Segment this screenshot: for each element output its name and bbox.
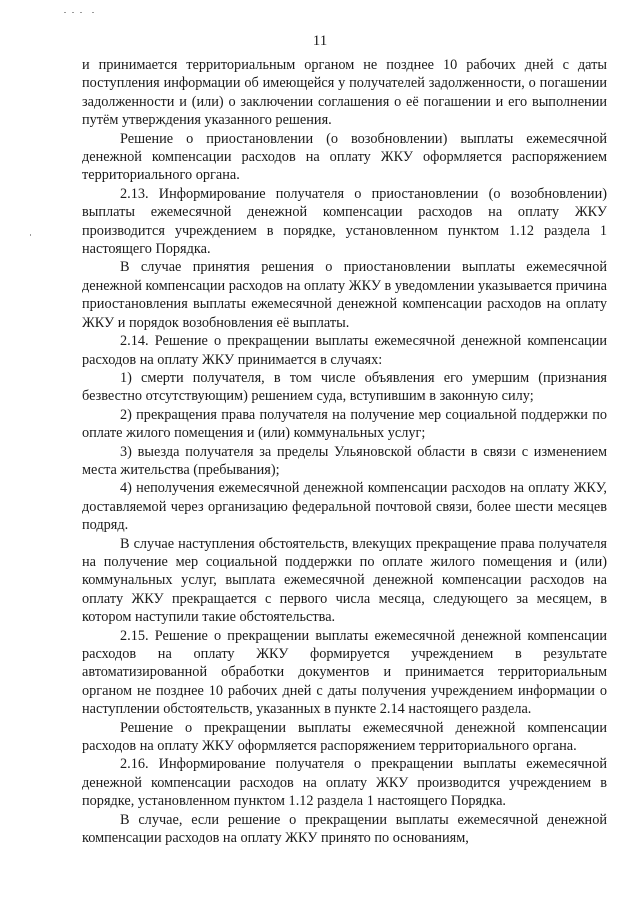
paragraph: В случае наступления обстоятельств, влекущих прекращение права получателя на получение мер социальной поддержки по оплате жилого помещения и (или) коммунальных услуг, выплата ежемесячной денежной компенсации расходов на оплату ЖКУ прекращается с первого числа месяца, следующего за месяцем, в котором наступили такие обстоятельства. — [82, 535, 607, 626]
paragraph: 2.15. Решение о прекращении выплаты ежемесячной денежной компенсации расходов на оплату ЖКУ формируется учреждением в результате автоматизированной обработки документов и принимается территориальным органом не позднее 10 рабочих дней с даты получения учреждением информации о наступлении обстоятельств, указанных в пункте 2.14 настоящего раздела. — [82, 627, 607, 718]
scan-artifact — [92, 12, 94, 13]
scan-artifact — [30, 234, 31, 236]
paragraph: 2.16. Информирование получателя о прекращении выплаты ежемесячной денежной компенсации расходов на оплату ЖКУ производится учреждением в порядке, установленном пунктом 1.12 раздела 1 настоящего Порядка. — [82, 756, 607, 810]
list-item: 3) выезда получателя за пределы Ульяновской области в связи с изменением места жительства (пребывания); — [82, 443, 607, 478]
paragraph: В случае принятия решения о приостановлении выплаты ежемесячной денежной компенсации расходов на оплату ЖКУ в уведомлении указывается причина приостановления выплаты ежемесячной денежной компенсации расходов на оплату ЖКУ и порядок возобновления её выплаты. — [82, 259, 607, 331]
page-number: 11 — [312, 33, 328, 49]
paragraph: Решение о приостановлении (о возобновлении) выплаты ежемесячной денежной компенсации расходов на оплату ЖКУ оформляется распоряжением территориального органа. — [82, 130, 607, 184]
list-item: 2) прекращения права получателя на получение мер социальной поддержки по оплате жилого помещения и (или) коммунальных услуг; — [82, 406, 607, 442]
paragraph: 2.14. Решение о прекращении выплаты ежемесячной денежной компенсации расходов на оплату ЖКУ принимается в случаях: — [82, 333, 607, 368]
paragraph: и принимается территориальным органом не позднее 10 рабочих дней с даты поступления информации об имеющейся у получателей задолженности, о погашении задолженности и (или) о заключении соглашения о её погашении и его выполнении путём утверждения указанного решения. — [82, 57, 607, 129]
scan-artifact — [64, 12, 66, 13]
list-item: 1) смерти получателя, в том числе объявления его умершим (признания безвестно отсутствующим) решением суда, вступившим в законную силу; — [82, 369, 607, 405]
paragraph: В случае, если решение о прекращении выплаты ежемесячной денежной компенсации расходов на оплату ЖКУ принято по основаниям, — [82, 811, 607, 847]
scan-artifact — [72, 12, 74, 13]
paragraph: Решение о прекращении выплаты ежемесячной денежной компенсации расходов на оплату ЖКУ оформляется распоряжением территориального органа. — [82, 719, 607, 755]
paragraph: 2.13. Информирование получателя о приостановлении (о возобновлении) выплаты ежемесячной денежной компенсации расходов на оплату ЖКУ производится учреждением в порядке, установленном пунктом 1.12 раздела 1 настоящего Порядка. — [82, 185, 607, 258]
document-body — [82, 56, 607, 847]
list-item: 4) неполучения ежемесячной денежной компенсации расходов на оплату ЖКУ, доставляемой через организацию федеральной почтовой связи, более шести месяцев подряд. — [82, 480, 607, 534]
scan-artifact — [80, 12, 82, 13]
